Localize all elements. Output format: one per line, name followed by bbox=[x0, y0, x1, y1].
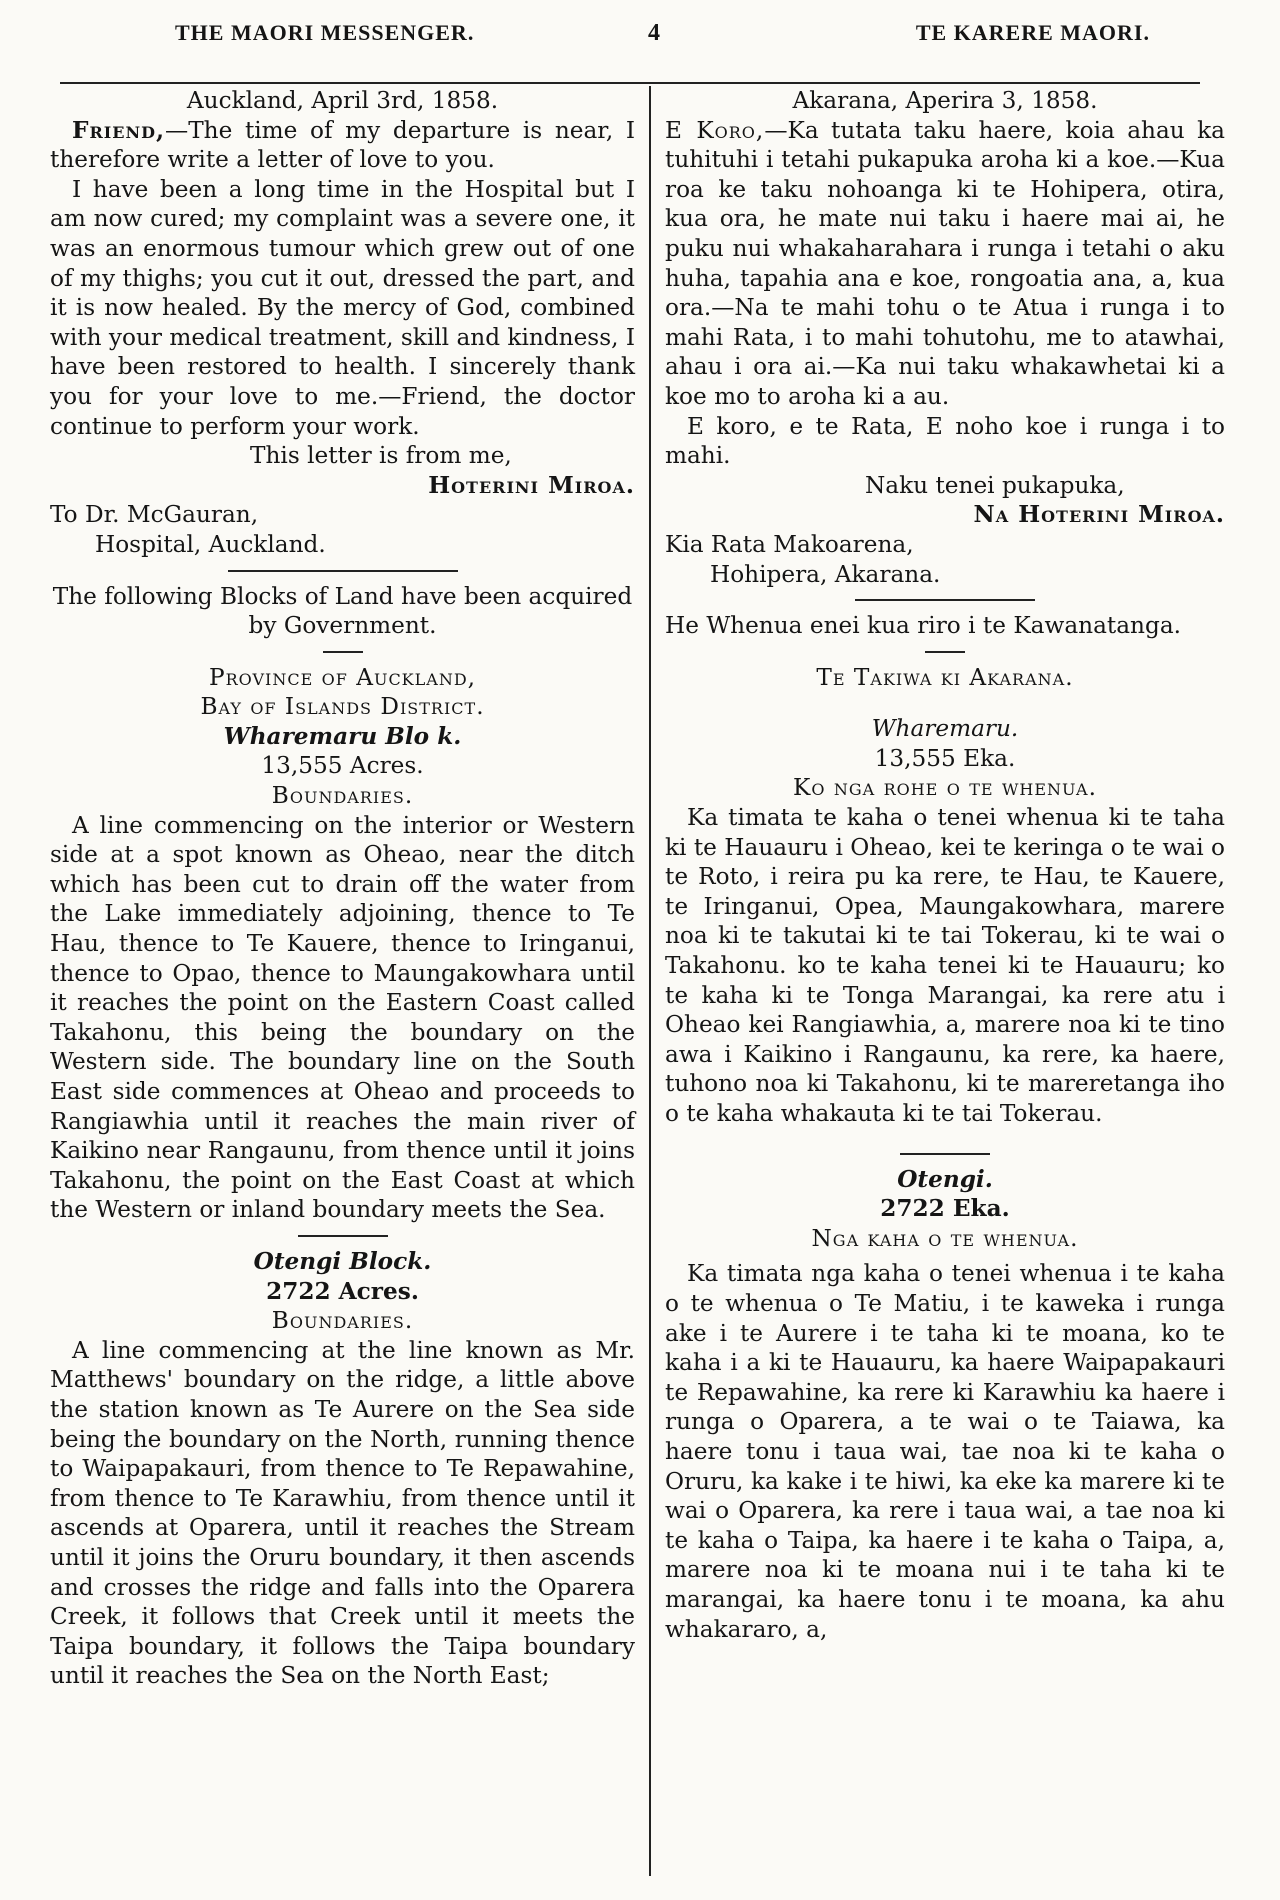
letter-body-1: —Ka tutata taku haere, koia ahau ka tuhituhi i tetahi pukapuka aroha ki a koe.—Kua roa ke taku nohoanga ki te Hohipera, otira, kua ora, he mate nui taku i haere mai ai, he puku nui whakaharahara i runga i tetahi o aku huha, tapahia ana e koe, rongoatia ana, a, kua ora.—Na te mahi tohu o te Atua i runga i to mahi Rata, i to mahi tohutohu, me to atawhai, ahau i ora ai.—Ka nui taku whakawhetai ki a koe mo to aroha ki a au. bbox=[665, 116, 1225, 410]
block-name: Otengi Block. bbox=[253, 1247, 432, 1275]
boundaries-label: Ko nga rohe o te whenua. bbox=[793, 774, 1097, 802]
maori-column bbox=[665, 86, 1225, 1644]
block-boundary-text: Ka timata nga kaha o tenei whenua i te kaha o te whenua o Te Matiu, i te kaweka i runga ake i te Aurere i te taha ki te moana, ko te kaha i a ki te Hauauru, ka haere Waipapakauri te Repawahine, ka rere ki Karawhiu ka haere i runga o Oparera, a te wai o te Taiawa, ka haere tonu i taua wai, tae noa ki te kaha o Oruru, ka kake i te hiwi, ka eke ka marere ki te wai o Oparera, ka rere i taua wai, a tae noa ki te kaha o Taipa, ka haere i te kaha o Taipa, a, marere noa ki te moana nui i te taha ki te marangai, ka haere tonu i te moana, ka ahu whakararo, a, bbox=[665, 1260, 1225, 1643]
boundaries-label: Boundaries. bbox=[271, 782, 414, 810]
letter-dateline: Auckland, April 3rd, 1858. bbox=[186, 87, 499, 114]
district-heading: Te Takiwa ki Akarana. bbox=[816, 663, 1074, 691]
block-area: 13,555 Eka. bbox=[874, 744, 1016, 772]
block-area: 2722 Acres. bbox=[266, 1277, 419, 1305]
boundaries-label: Boundaries. bbox=[271, 1307, 414, 1335]
letter-address: Hospital, Auckland. bbox=[95, 530, 326, 558]
section-rule bbox=[298, 1235, 388, 1237]
masthead-english: THE MAORI MESSENGER. bbox=[175, 20, 475, 45]
block-boundary-text: A line commencing on the interior or Western side at a spot known as Oheao, near the ditch which has been cut to drain off the water from the Lake immediately adjoining, thence to Te Hau, thence to Te Kauere, thence to Iringanui, thence to Opao, thence to Maungakowhara until it reaches the point on the Eastern Coast called Takahonu, this being the boundary on the Western side. The boundary line on the South East side commences at Oheao and proceeds to Rangiawhia until it reaches the main river of Kaikino near Rangaunu, from thence until it joins Takahonu, the point on the East Coast at which the Western or inland boundary meets the Sea. bbox=[50, 811, 635, 1224]
english-column bbox=[50, 86, 635, 1691]
letter-salutation: E Koro, bbox=[665, 116, 765, 144]
letter-address: Hohipera, Akarana. bbox=[710, 560, 941, 588]
letter-paragraph-2: I have been a long time in the Hospital but I am now cured; my complaint was a severe one, it was an enormous tumour which grew out of one of my thighs; you cut it out, dressed the part, and it is now healed. By the mercy of God, combined with your medical treatment, skill and kindness, I have been restored to health. I sincerely thank you for your love to me.—Friend, the doctor continue to perform your work. bbox=[50, 175, 636, 440]
boundaries-label: Nga kaha o te whenua. bbox=[811, 1224, 1079, 1252]
header-rule bbox=[60, 82, 1200, 84]
column-divider bbox=[649, 86, 651, 1876]
block-name: Otengi. bbox=[897, 1165, 993, 1193]
letter-paragraph-1 bbox=[50, 116, 635, 175]
letter-paragraph-2: E koro, e te Rata, E noho koe i runga i to mahi. bbox=[665, 412, 1225, 470]
letter-body-1: —The time of my departure is near, I therefore write a letter of love to you. bbox=[50, 116, 635, 174]
province-heading: Province of Auckland, bbox=[208, 663, 477, 691]
section-rule bbox=[228, 570, 458, 572]
short-dash bbox=[925, 651, 965, 653]
block-area: 2722 Eka. bbox=[880, 1195, 1010, 1223]
land-notice: The following Blocks of Land have been acquired by Government. bbox=[52, 582, 633, 640]
block-boundary-text: A line commencing at the line known as Mr. Matthews' boundary on the ridge, a little above the station known as Te Aurere on the Sea side being the boundary on the North, running thence to Waipapakauri, from thence to Te Repawahine, from thence to Te Karawhiu, from thence until it ascends at Oparera, until it reaches the Stream until it joins the Oruru boundary, it then ascends and crosses the ridge and falls into the Oparera Creek, it follows that Creek until it meets the Taipa boundary, it follows the Taipa boundary until it reaches the Sea on the North East; bbox=[50, 1336, 635, 1690]
section-rule bbox=[900, 1153, 990, 1155]
running-head bbox=[60, 20, 1220, 60]
letter-closing: Naku tenei pukapuka, bbox=[865, 471, 1125, 499]
letter-dateline: Akarana, Aperira 3, 1858. bbox=[792, 87, 1098, 114]
letter-addressee: Kia Rata Makoarena, bbox=[665, 530, 914, 558]
letter-signature: Hoterini Miroa. bbox=[428, 471, 635, 499]
short-dash bbox=[323, 651, 363, 653]
block-name: Wharemaru. bbox=[871, 715, 1019, 743]
section-rule bbox=[855, 599, 1035, 601]
letter-addressee: To Dr. McGauran, bbox=[50, 501, 259, 529]
district-heading: Bay of Islands District. bbox=[200, 693, 485, 721]
letter-paragraph-1 bbox=[665, 116, 1225, 412]
letter-closing: This letter is from me, bbox=[250, 442, 512, 470]
land-notice: He Whenua enei kua riro i te Kawanatanga. bbox=[665, 612, 1182, 640]
letter-salutation: Friend, bbox=[72, 116, 166, 144]
masthead-maori: TE KARERE MAORI. bbox=[915, 20, 1150, 45]
block-area: 13,555 Acres. bbox=[261, 752, 424, 780]
block-name: Wharemaru Blo k. bbox=[223, 722, 462, 750]
letter-signature: Na Hoterini Miroa. bbox=[973, 501, 1225, 529]
page-number: 4 bbox=[648, 20, 660, 46]
block-boundary-text: Ka timata te kaha o tenei whenua ki te taha ki te Hauauru i Oheao, kei te keringa o te wai o te Roto, i reira pu ka rere, te Hau, te Kauere, te Iringanui, Opea, Maungakowhara, marere noa ki te takutai ki te tai Tokerau, ki te wai o Takahonu. ko te kaha tenei ki te Hauauru; ko te kaha ki te Tonga Marangai, ka rere atu i Oheao kei Rangiawhia, a, marere noa ki te tino awa i Kaikino i Rangaunu, ka rere, ka haere, tuhono noa ki Takahonu, ki te mareretanga iho o te kaha whakauta ki te tai Tokerau. bbox=[665, 804, 1225, 1127]
